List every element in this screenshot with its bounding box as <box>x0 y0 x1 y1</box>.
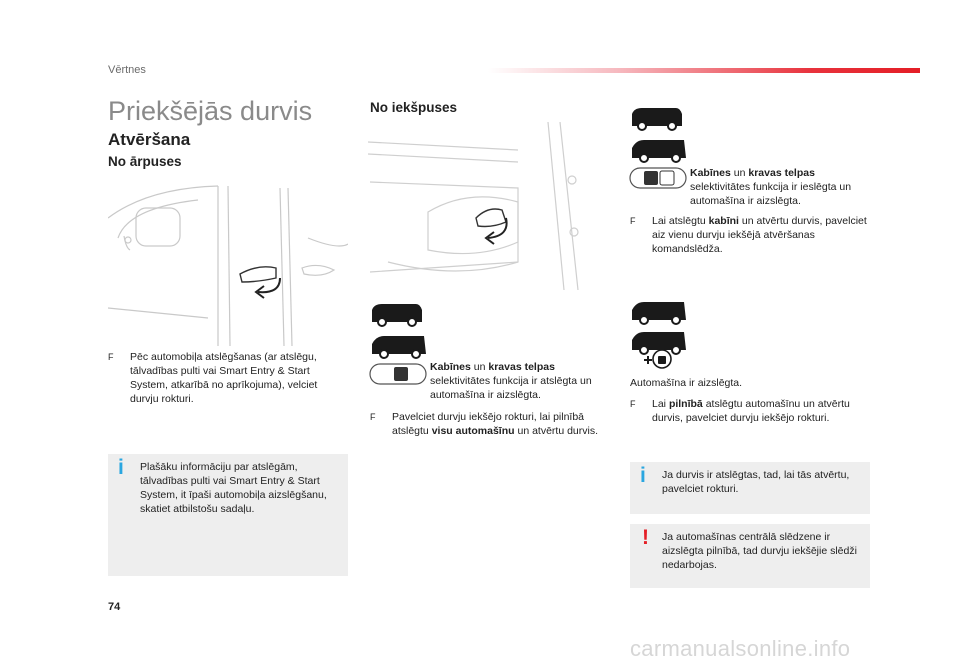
info-box-keys <box>108 454 348 576</box>
inside-bullet <box>370 410 610 456</box>
heading-inside: No iekšpuses <box>370 100 458 115</box>
watermark: carmanualsonline.info <box>630 636 851 661</box>
section-label: Vērtnes <box>108 64 146 76</box>
selectivity-button-icon <box>368 362 428 386</box>
inside-bullet-text: Pavelciet durvju iekšējo rokturi, lai pilnībā atslēgtu visu automašīnu un atvērtu durvis. <box>392 411 599 437</box>
door-handle-icon <box>240 267 276 282</box>
warning-text: Ja automašīnas centrālā slēdzene ir aizslēgta pilnībā, tad durvju iekšējie slēdži nedarbojas. <box>662 531 857 571</box>
cabin-bullet-text: Lai atslēgtu kabīni un atvērtu durvis, pavelciet aiz vienu durvju iekšējā atvēršanas komandslēdža. <box>652 215 867 255</box>
info-keys-text: Plašāku informāciju par atslēgām, tālvadības pulti vai Smart Entry & Start System, it īpaši automobiļa aizslēgšanu, skatiet atbilstošu sadaļu. <box>140 461 327 515</box>
cabin-caption: Kabīnes un kravas telpas selektivitātes funkcija ir ieslēgta un automašīna ir aizslēgta. <box>690 167 852 207</box>
bullet-marker-icon: F <box>630 216 636 226</box>
inside-handle-illustration <box>368 122 606 290</box>
inner-handle-icon <box>476 209 506 227</box>
page-title: Priekšējās durvis <box>108 96 313 126</box>
selectivity-button-icon <box>628 166 688 190</box>
van-cargo-icon <box>628 136 690 164</box>
outside-bullet <box>108 350 348 410</box>
bullet-marker-icon: F <box>370 412 376 422</box>
lock-person-icon <box>642 346 672 372</box>
warning-box <box>630 524 870 588</box>
bullet-marker-icon: F <box>630 399 636 409</box>
warning-icon: ! <box>642 526 649 549</box>
outside-handle-illustration <box>108 178 348 346</box>
locked-text: Automašīna ir aizslēgta. <box>630 377 743 389</box>
van-cabin-icon <box>368 300 426 328</box>
van-cargo-icon <box>628 298 690 326</box>
info-box-unlocked <box>630 462 870 514</box>
bullet-marker-icon: F <box>108 352 114 362</box>
inside-caption: Kabīnes un kravas telpas selektivitātes funkcija ir atslēgta un automašīna ir aizslēgta. <box>430 361 592 401</box>
cabin-bullet <box>630 214 870 260</box>
outside-bullet-text: Pēc automobiļa atslēgšanas (ar atslēgu, tālvadības pulti vai Smart Entry & Start System, atkarībā no aprīkojuma), velciet durvju rokturi. <box>130 351 318 405</box>
van-cabin-icon <box>628 104 686 132</box>
full-unlock-bullet <box>630 397 870 427</box>
info-icon: i <box>118 456 124 479</box>
header-accent-bar <box>488 68 920 73</box>
section-subtitle: Atvēršana <box>108 130 191 149</box>
full-unlock-bullet-text: Lai pilnībā atslēgtu automašīnu un atvērtu durvis, pavelciet durvju iekšējo rokturi. <box>652 398 850 424</box>
info-icon: i <box>640 464 646 487</box>
info-unlocked-text: Ja durvis ir atslēgtas, tad, lai tās atvērtu, pavelciet rokturi. <box>662 469 850 495</box>
van-cargo-icon <box>368 332 430 360</box>
page-number: 74 <box>108 601 121 613</box>
heading-outside: No ārpuses <box>108 154 182 169</box>
